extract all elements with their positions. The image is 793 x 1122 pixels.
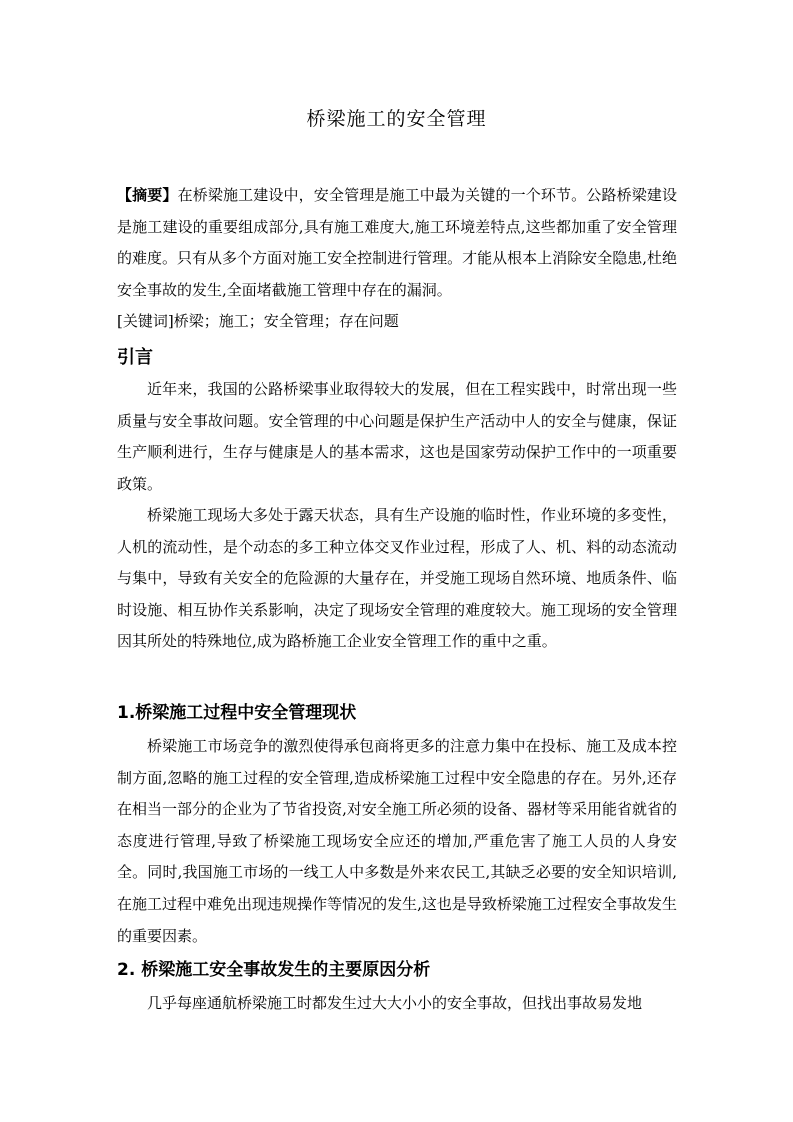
abstract-text: 在桥梁施工建设中，安全管理是施工中最为关键的一个环节。公路桥梁建设是施工建设的重要组成部分,具有施工难度大,施工环境差特点,这些都加重了安全管理的难度。只有从多个方面对施工安全控制进行管理。才能从根本上消除安全隐患,杜绝安全事故的发生,全面堵截施工管理中存在的漏洞。: [117, 186, 677, 299]
abstract-label: 【摘要】: [117, 186, 178, 204]
section-1-heading: 1.桥梁施工过程中安全管理现状: [117, 703, 357, 723]
section-1-paragraph: 桥梁施工市场竞争的激烈使得承包商将更多的注意力集中在投标、施工及成本控制方面,忽略的施工过程的安全管理,造成桥梁施工过程中安全隐患的存在。另外,还存在相当一部分的企业为了节省投资,对安全施工所必须的设备、器材等采用能省就省的态度进行管理,导致了桥梁施工现场安全应还的增加,严重危害了施工人员的人身安全。同时,我国施工市场的一线工人中多数是外来农民工,其缺乏必要的安全知识培训,在施工过程中难免出现违规操作等情况的发生,这也是导致桥梁施工过程安全事故发生的重要因素。: [117, 737, 677, 945]
section-2-heading: 2. 桥梁施工安全事故发生的主要原因分析: [117, 960, 431, 980]
keywords-label: [关键词]: [117, 312, 174, 330]
intro-heading: 引言: [117, 347, 153, 368]
intro-paragraph-2: 桥梁施工现场大多处于露天状态，具有生产设施的临时性，作业环境的多变性，人机的流动性，是个动态的多工种立体交叉作业过程，形成了人、机、料的动态流动与集中，导致有关安全的危险源的大量存在，并受施工现场自然环境、地质条件、临时设施、相互协作关系影响，决定了现场安全管理的难度较大。施工现场的安全管理因其所处的特殊地位,成为路桥施工企业安全管理工作的重中之重。: [117, 506, 677, 651]
keywords-text: 桥梁；施工；安全管理；存在问题: [173, 312, 399, 330]
page-title: 桥梁施工的安全管理: [306, 108, 487, 130]
intro-paragraph-1: 近年来，我国的公路桥梁事业取得较大的发展，但在工程实践中，时常出现一些质量与安全事故问题。安全管理的中心问题是保护生产活动中人的安全与健康，保证生产顺利进行，生存与健康是人的基本需求，这也是国家劳动保护工作中的一项重要政策。: [117, 380, 677, 493]
abstract: [117, 180, 677, 306]
keywords: [117, 306, 677, 338]
section-2-paragraph: 几乎每座通航桥梁施工时都发生过大大小小的安全事故，但找出事故易发地: [147, 994, 643, 1012]
